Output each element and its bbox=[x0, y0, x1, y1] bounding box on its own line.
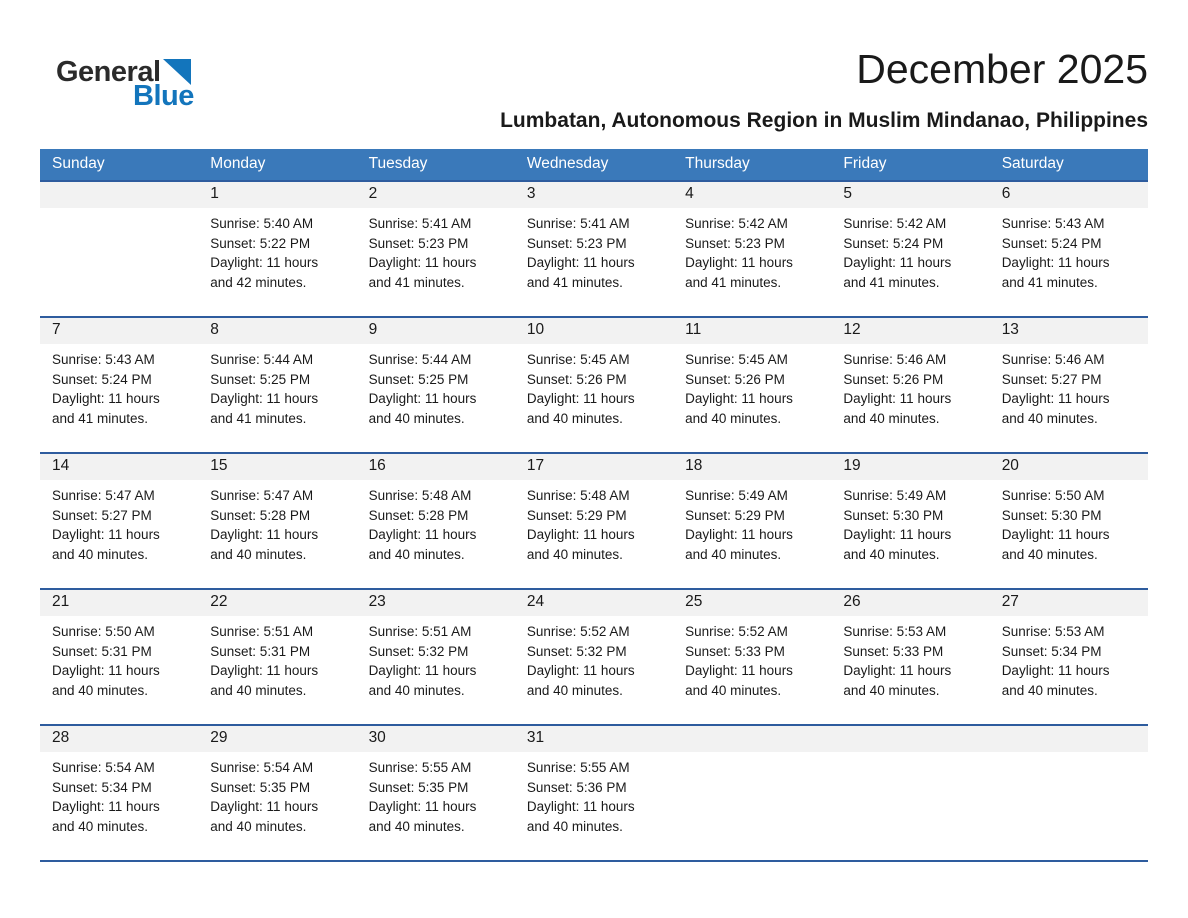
day-details bbox=[40, 208, 198, 214]
sunrise-text: Sunrise: 5:41 AM bbox=[526, 216, 630, 232]
day-cell-27 bbox=[990, 589, 1148, 725]
daylight-text-line2: and 41 minutes. bbox=[368, 274, 465, 290]
day-number: 9 bbox=[357, 318, 515, 344]
day-cell-3 bbox=[515, 181, 673, 317]
day-number: 19 bbox=[831, 454, 989, 480]
sunrise-text: Sunrise: 5:55 AM bbox=[526, 760, 630, 776]
day-details bbox=[515, 480, 673, 564]
day-cell-12 bbox=[831, 317, 989, 453]
day-cell-10 bbox=[515, 317, 673, 453]
day-details bbox=[515, 344, 673, 428]
daylight-text-line2: and 40 minutes. bbox=[843, 682, 940, 698]
daylight-text-line2: and 40 minutes. bbox=[368, 682, 465, 698]
page-title: December 2025 bbox=[856, 46, 1148, 92]
daylight-text-line2: and 40 minutes. bbox=[368, 410, 465, 426]
day-details bbox=[357, 480, 515, 564]
sunrise-text: Sunrise: 5:42 AM bbox=[685, 216, 788, 232]
daylight-text-line1: Daylight: 11 hours bbox=[1001, 255, 1110, 271]
day-details bbox=[357, 616, 515, 700]
day-number: 13 bbox=[990, 318, 1148, 344]
day-details bbox=[515, 752, 673, 836]
week-row bbox=[40, 589, 1148, 725]
day-cell-22 bbox=[198, 589, 356, 725]
daylight-text-line1: Daylight: 11 hours bbox=[52, 663, 160, 679]
day-details bbox=[357, 752, 515, 836]
day-number: 18 bbox=[673, 454, 831, 480]
day-details bbox=[990, 616, 1148, 700]
daylight-text-line1: Daylight: 11 hours bbox=[685, 391, 793, 407]
daylight-text-line1: Daylight: 11 hours bbox=[210, 663, 319, 679]
day-details bbox=[357, 208, 515, 292]
day-cell-6 bbox=[990, 181, 1148, 317]
daylight-text-line1: Daylight: 11 hours bbox=[526, 255, 635, 271]
daylight-text-line1: Daylight: 11 hours bbox=[526, 799, 635, 815]
day-cell-7 bbox=[40, 317, 198, 453]
day-number: 15 bbox=[198, 454, 356, 480]
sunrise-text: Sunrise: 5:47 AM bbox=[52, 488, 155, 504]
daylight-text-line2: and 40 minutes. bbox=[52, 546, 149, 562]
day-details bbox=[40, 752, 198, 836]
sunset-text: Sunset: 5:34 PM bbox=[1001, 643, 1102, 659]
day-details bbox=[198, 208, 356, 292]
day-cell-31 bbox=[515, 725, 673, 861]
day-details bbox=[515, 616, 673, 700]
daylight-text-line1: Daylight: 11 hours bbox=[526, 391, 635, 407]
sunset-text: Sunset: 5:29 PM bbox=[526, 507, 627, 523]
day-number: 8 bbox=[198, 318, 356, 344]
day-details bbox=[990, 208, 1148, 292]
sunset-text: Sunset: 5:31 PM bbox=[210, 643, 311, 659]
day-number: 2 bbox=[357, 182, 515, 208]
day-number: 6 bbox=[990, 182, 1148, 208]
day-number: 14 bbox=[40, 454, 198, 480]
daylight-text-line1: Daylight: 11 hours bbox=[368, 527, 477, 543]
sunset-text: Sunset: 5:24 PM bbox=[843, 235, 944, 251]
day-cell-30 bbox=[357, 725, 515, 861]
weekday-header-monday: Monday bbox=[198, 149, 356, 181]
page-header bbox=[40, 38, 1148, 133]
daylight-text-line2: and 40 minutes. bbox=[1001, 546, 1098, 562]
weekday-header-sunday: Sunday bbox=[40, 149, 198, 181]
day-number: 10 bbox=[515, 318, 673, 344]
daylight-text-line2: and 40 minutes. bbox=[526, 410, 623, 426]
sunrise-text: Sunrise: 5:50 AM bbox=[52, 624, 155, 640]
daylight-text-line2: and 41 minutes. bbox=[526, 274, 623, 290]
day-details bbox=[673, 752, 831, 758]
day-number: 17 bbox=[515, 454, 673, 480]
sunrise-text: Sunrise: 5:48 AM bbox=[368, 488, 472, 504]
daylight-text-line1: Daylight: 11 hours bbox=[368, 391, 477, 407]
daylight-text-line2: and 40 minutes. bbox=[210, 682, 307, 698]
weekday-header-thursday: Thursday bbox=[673, 149, 831, 181]
daylight-text-line1: Daylight: 11 hours bbox=[843, 391, 952, 407]
sunrise-text: Sunrise: 5:53 AM bbox=[843, 624, 947, 640]
day-number: 16 bbox=[357, 454, 515, 480]
day-details bbox=[40, 480, 198, 564]
daylight-text-line2: and 40 minutes. bbox=[843, 546, 940, 562]
day-cell-5 bbox=[831, 181, 989, 317]
day-details bbox=[990, 480, 1148, 564]
week-row bbox=[40, 453, 1148, 589]
day-number: 21 bbox=[40, 590, 198, 616]
daylight-text-line1: Daylight: 11 hours bbox=[526, 663, 635, 679]
day-details bbox=[198, 616, 356, 700]
day-number: 26 bbox=[831, 590, 989, 616]
calendar-body bbox=[40, 181, 1148, 861]
day-number bbox=[40, 182, 198, 208]
sunrise-text: Sunrise: 5:53 AM bbox=[1001, 624, 1105, 640]
sunset-text: Sunset: 5:35 PM bbox=[368, 779, 469, 795]
general-blue-logo bbox=[40, 38, 194, 111]
sunrise-text: Sunrise: 5:45 AM bbox=[685, 352, 788, 368]
sunset-text: Sunset: 5:27 PM bbox=[52, 507, 152, 523]
sunrise-text: Sunrise: 5:51 AM bbox=[368, 624, 472, 640]
day-number: 3 bbox=[515, 182, 673, 208]
daylight-text-line1: Daylight: 11 hours bbox=[52, 527, 160, 543]
day-number: 12 bbox=[831, 318, 989, 344]
day-details bbox=[198, 344, 356, 428]
day-cell-18 bbox=[673, 453, 831, 589]
sunset-text: Sunset: 5:28 PM bbox=[368, 507, 469, 523]
day-cell-11 bbox=[673, 317, 831, 453]
day-number: 31 bbox=[515, 726, 673, 752]
day-details bbox=[673, 616, 831, 700]
daylight-text-line1: Daylight: 11 hours bbox=[52, 391, 160, 407]
daylight-text-line1: Daylight: 11 hours bbox=[1001, 391, 1110, 407]
sunset-text: Sunset: 5:23 PM bbox=[368, 235, 469, 251]
day-cell-2 bbox=[357, 181, 515, 317]
daylight-text-line2: and 40 minutes. bbox=[526, 546, 623, 562]
day-cell-26 bbox=[831, 589, 989, 725]
day-details bbox=[831, 752, 989, 758]
day-details bbox=[673, 208, 831, 292]
daylight-text-line2: and 41 minutes. bbox=[843, 274, 940, 290]
sunset-text: Sunset: 5:28 PM bbox=[210, 507, 311, 523]
empty-day-cell bbox=[990, 725, 1148, 861]
sunset-text: Sunset: 5:33 PM bbox=[685, 643, 785, 659]
sunset-text: Sunset: 5:29 PM bbox=[685, 507, 785, 523]
sunrise-text: Sunrise: 5:43 AM bbox=[52, 352, 155, 368]
sunrise-text: Sunrise: 5:47 AM bbox=[210, 488, 314, 504]
sunrise-text: Sunrise: 5:45 AM bbox=[526, 352, 630, 368]
sunrise-text: Sunrise: 5:51 AM bbox=[210, 624, 314, 640]
sunrise-text: Sunrise: 5:54 AM bbox=[52, 760, 155, 776]
day-number: 22 bbox=[198, 590, 356, 616]
daylight-text-line2: and 41 minutes. bbox=[210, 410, 307, 426]
daylight-text-line1: Daylight: 11 hours bbox=[685, 527, 793, 543]
daylight-text-line2: and 40 minutes. bbox=[368, 546, 465, 562]
daylight-text-line1: Daylight: 11 hours bbox=[368, 255, 477, 271]
logo-text-general: General bbox=[56, 56, 161, 88]
day-details bbox=[990, 752, 1148, 758]
day-details bbox=[831, 208, 989, 292]
daylight-text-line2: and 40 minutes. bbox=[1001, 410, 1098, 426]
day-cell-19 bbox=[831, 453, 989, 589]
day-cell-4 bbox=[673, 181, 831, 317]
weekday-header-tuesday: Tuesday bbox=[357, 149, 515, 181]
day-details bbox=[831, 344, 989, 428]
day-details bbox=[990, 344, 1148, 428]
sunrise-text: Sunrise: 5:41 AM bbox=[368, 216, 472, 232]
sunrise-text: Sunrise: 5:43 AM bbox=[1001, 216, 1105, 232]
sunset-text: Sunset: 5:32 PM bbox=[368, 643, 469, 659]
daylight-text-line1: Daylight: 11 hours bbox=[843, 527, 952, 543]
daylight-text-line2: and 41 minutes. bbox=[1001, 274, 1098, 290]
day-details bbox=[673, 344, 831, 428]
sunset-text: Sunset: 5:30 PM bbox=[1001, 507, 1102, 523]
weekday-header-friday: Friday bbox=[831, 149, 989, 181]
day-cell-13 bbox=[990, 317, 1148, 453]
daylight-text-line1: Daylight: 11 hours bbox=[368, 799, 477, 815]
sunrise-text: Sunrise: 5:52 AM bbox=[526, 624, 630, 640]
daylight-text-line1: Daylight: 11 hours bbox=[210, 799, 319, 815]
day-number: 1 bbox=[198, 182, 356, 208]
sunset-text: Sunset: 5:26 PM bbox=[526, 371, 627, 387]
sunset-text: Sunset: 5:26 PM bbox=[843, 371, 944, 387]
day-details bbox=[831, 480, 989, 564]
day-cell-9 bbox=[357, 317, 515, 453]
daylight-text-line2: and 40 minutes. bbox=[52, 818, 149, 834]
daylight-text-line2: and 40 minutes. bbox=[526, 682, 623, 698]
daylight-text-line2: and 42 minutes. bbox=[210, 274, 307, 290]
day-number: 20 bbox=[990, 454, 1148, 480]
sunset-text: Sunset: 5:36 PM bbox=[526, 779, 627, 795]
empty-day-cell bbox=[673, 725, 831, 861]
day-cell-25 bbox=[673, 589, 831, 725]
daylight-text-line2: and 40 minutes. bbox=[210, 818, 307, 834]
weekday-header-saturday: Saturday bbox=[990, 149, 1148, 181]
day-cell-29 bbox=[198, 725, 356, 861]
daylight-text-line1: Daylight: 11 hours bbox=[1001, 663, 1110, 679]
daylight-text-line1: Daylight: 11 hours bbox=[52, 799, 160, 815]
daylight-text-line2: and 40 minutes. bbox=[1001, 682, 1098, 698]
sunset-text: Sunset: 5:23 PM bbox=[526, 235, 627, 251]
daylight-text-line2: and 40 minutes. bbox=[210, 546, 307, 562]
daylight-text-line1: Daylight: 11 hours bbox=[843, 255, 952, 271]
sunrise-text: Sunrise: 5:46 AM bbox=[1001, 352, 1105, 368]
daylight-text-line1: Daylight: 11 hours bbox=[685, 663, 793, 679]
calendar-head bbox=[40, 149, 1148, 181]
day-cell-28 bbox=[40, 725, 198, 861]
daylight-text-line1: Daylight: 11 hours bbox=[843, 663, 952, 679]
empty-day-cell bbox=[40, 181, 198, 317]
day-cell-24 bbox=[515, 589, 673, 725]
week-row bbox=[40, 317, 1148, 453]
sunrise-text: Sunrise: 5:52 AM bbox=[685, 624, 788, 640]
day-cell-17 bbox=[515, 453, 673, 589]
day-cell-1 bbox=[198, 181, 356, 317]
daylight-text-line1: Daylight: 11 hours bbox=[368, 663, 477, 679]
daylight-text-line1: Daylight: 11 hours bbox=[210, 391, 319, 407]
day-number: 27 bbox=[990, 590, 1148, 616]
sunrise-text: Sunrise: 5:48 AM bbox=[526, 488, 630, 504]
sunrise-text: Sunrise: 5:55 AM bbox=[368, 760, 472, 776]
day-cell-15 bbox=[198, 453, 356, 589]
daylight-text-line2: and 40 minutes. bbox=[843, 410, 940, 426]
day-cell-23 bbox=[357, 589, 515, 725]
day-details bbox=[831, 616, 989, 700]
daylight-text-line2: and 41 minutes. bbox=[52, 410, 149, 426]
day-number: 29 bbox=[198, 726, 356, 752]
day-cell-14 bbox=[40, 453, 198, 589]
sunset-text: Sunset: 5:31 PM bbox=[52, 643, 152, 659]
daylight-text-line1: Daylight: 11 hours bbox=[210, 527, 319, 543]
day-number: 28 bbox=[40, 726, 198, 752]
sunset-text: Sunset: 5:24 PM bbox=[1001, 235, 1102, 251]
day-number: 11 bbox=[673, 318, 831, 344]
daylight-text-line2: and 40 minutes. bbox=[685, 410, 782, 426]
sunrise-text: Sunrise: 5:50 AM bbox=[1001, 488, 1105, 504]
day-cell-8 bbox=[198, 317, 356, 453]
sunset-text: Sunset: 5:25 PM bbox=[368, 371, 469, 387]
sunrise-text: Sunrise: 5:44 AM bbox=[368, 352, 472, 368]
day-number bbox=[990, 726, 1148, 752]
day-number: 5 bbox=[831, 182, 989, 208]
day-details bbox=[40, 616, 198, 700]
day-details bbox=[515, 208, 673, 292]
sunset-text: Sunset: 5:24 PM bbox=[52, 371, 152, 387]
calendar-table bbox=[40, 149, 1148, 862]
sunset-text: Sunset: 5:22 PM bbox=[210, 235, 311, 251]
daylight-text-line1: Daylight: 11 hours bbox=[210, 255, 319, 271]
logo-text-blue: Blue bbox=[133, 80, 194, 112]
daylight-text-line2: and 40 minutes. bbox=[685, 546, 782, 562]
sunrise-text: Sunrise: 5:49 AM bbox=[843, 488, 947, 504]
week-row bbox=[40, 181, 1148, 317]
day-number bbox=[831, 726, 989, 752]
sunrise-text: Sunrise: 5:40 AM bbox=[210, 216, 314, 232]
sunrise-text: Sunrise: 5:49 AM bbox=[685, 488, 788, 504]
weekday-header-row bbox=[40, 149, 1148, 181]
title-block bbox=[500, 38, 1148, 133]
page-subtitle: Lumbatan, Autonomous Region in Muslim Mindanao, Philippines bbox=[500, 109, 1148, 133]
day-number: 30 bbox=[357, 726, 515, 752]
day-number bbox=[673, 726, 831, 752]
sunrise-text: Sunrise: 5:54 AM bbox=[210, 760, 314, 776]
sunset-text: Sunset: 5:26 PM bbox=[685, 371, 785, 387]
day-cell-21 bbox=[40, 589, 198, 725]
week-row bbox=[40, 725, 1148, 861]
sunrise-text: Sunrise: 5:46 AM bbox=[843, 352, 947, 368]
day-cell-20 bbox=[990, 453, 1148, 589]
sunset-text: Sunset: 5:27 PM bbox=[1001, 371, 1102, 387]
daylight-text-line1: Daylight: 11 hours bbox=[1001, 527, 1110, 543]
day-details bbox=[40, 344, 198, 428]
sunset-text: Sunset: 5:23 PM bbox=[685, 235, 785, 251]
sunset-text: Sunset: 5:32 PM bbox=[526, 643, 627, 659]
day-details bbox=[198, 480, 356, 564]
daylight-text-line2: and 41 minutes. bbox=[685, 274, 782, 290]
daylight-text-line2: and 40 minutes. bbox=[526, 818, 623, 834]
empty-day-cell bbox=[831, 725, 989, 861]
daylight-text-line2: and 40 minutes. bbox=[52, 682, 149, 698]
daylight-text-line1: Daylight: 11 hours bbox=[526, 527, 635, 543]
day-cell-16 bbox=[357, 453, 515, 589]
daylight-text-line2: and 40 minutes. bbox=[368, 818, 465, 834]
sunset-text: Sunset: 5:30 PM bbox=[843, 507, 944, 523]
day-number: 24 bbox=[515, 590, 673, 616]
sunrise-text: Sunrise: 5:42 AM bbox=[843, 216, 947, 232]
day-details bbox=[198, 752, 356, 836]
sunset-text: Sunset: 5:25 PM bbox=[210, 371, 311, 387]
day-details bbox=[357, 344, 515, 428]
day-details bbox=[673, 480, 831, 564]
sunset-text: Sunset: 5:35 PM bbox=[210, 779, 311, 795]
sunset-text: Sunset: 5:34 PM bbox=[52, 779, 152, 795]
daylight-text-line2: and 40 minutes. bbox=[685, 682, 782, 698]
day-number: 7 bbox=[40, 318, 198, 344]
day-number: 23 bbox=[357, 590, 515, 616]
day-number: 25 bbox=[673, 590, 831, 616]
daylight-text-line1: Daylight: 11 hours bbox=[685, 255, 793, 271]
weekday-header-wednesday: Wednesday bbox=[515, 149, 673, 181]
day-number: 4 bbox=[673, 182, 831, 208]
sunset-text: Sunset: 5:33 PM bbox=[843, 643, 944, 659]
sunrise-text: Sunrise: 5:44 AM bbox=[210, 352, 314, 368]
